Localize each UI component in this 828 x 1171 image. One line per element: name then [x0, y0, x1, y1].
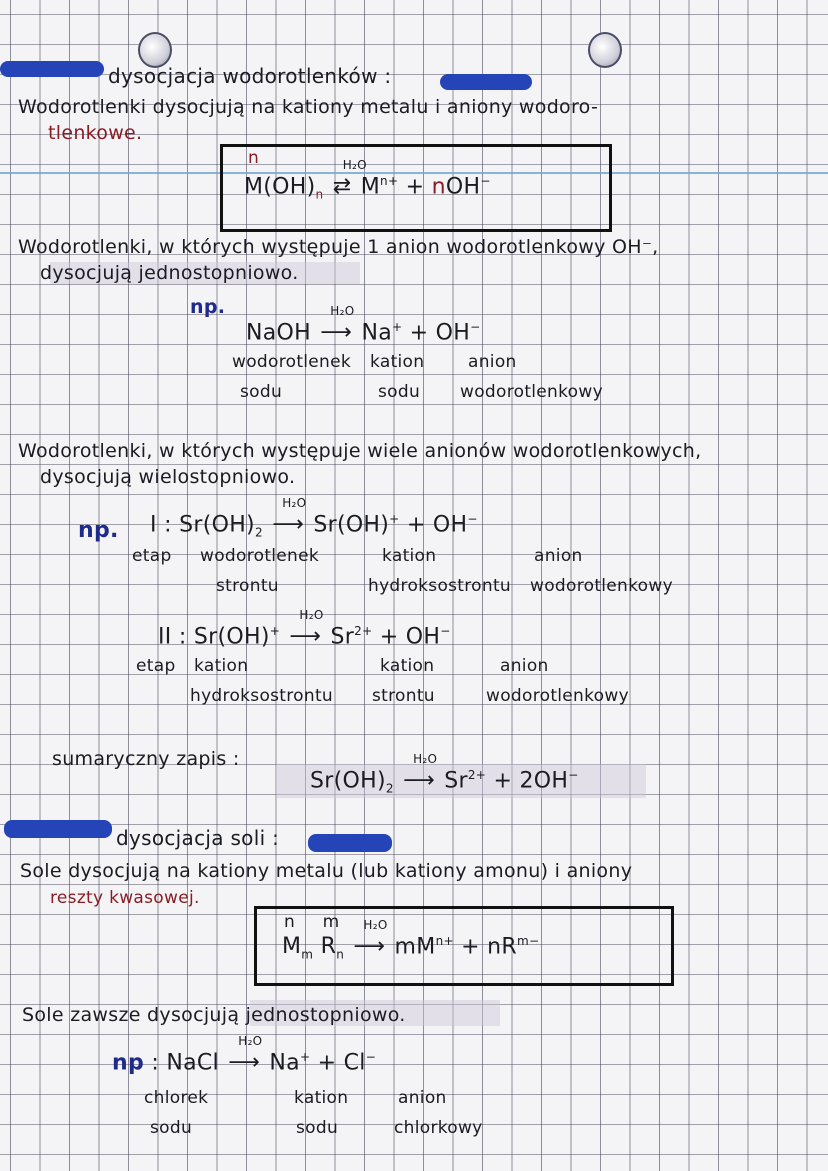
- label-product2: anion: [468, 352, 517, 372]
- rule1-line1: Wodorotlenki, w których występuje 1 anion wodorotlenkowy OH⁻,: [18, 236, 659, 258]
- eq-reactant: M(OH): [244, 174, 316, 200]
- rule2-line1: Wodorotlenki, w których występuje wiele anionów wodorotlenkowych,: [18, 440, 702, 462]
- section2-intro-line1: Sole dysocjują na kationy metalu (lub kationy amonu) i aniony: [20, 860, 633, 882]
- hydroxide-general-equation: n $M(OH)_n$ H₂O ⇄ $M^{n+} + nOH^-$: [244, 148, 491, 202]
- label-product1-2: sodu: [378, 382, 421, 402]
- heading-highlight-left: [0, 61, 104, 77]
- binder-hole-right: [588, 32, 622, 68]
- np-label: np.: [190, 296, 226, 318]
- label-product2-2: wodorotlenkowy: [460, 382, 603, 402]
- naoh-equation: NaOH H₂O ⟶ Na+ + OH−: [246, 304, 481, 346]
- section1-intro-line1: Wodorotlenki dysocjują na kationy metalu i aniony wodoro-: [18, 96, 599, 118]
- section1-intro-line2: tlenkowe.: [48, 122, 143, 144]
- nacl-equation: np : NaCl H₂O ⟶ Na+ + Cl−: [112, 1034, 377, 1076]
- rule2-line2: dysocjują wielostopniowo.: [40, 466, 296, 488]
- arrow-icon: H₂O ⟶: [320, 304, 355, 346]
- eq-reactant-sub: n: [315, 187, 324, 202]
- label-product1: kation: [370, 352, 425, 372]
- summary-equation: $Sr(OH)_2$ H₂O ⟶ $Sr^{2+} + 2OH^-$: [310, 752, 579, 796]
- binder-hole-left: [138, 32, 172, 68]
- equilibrium-arrow: H₂O ⇄: [332, 158, 367, 200]
- label-reactant: wodorotlenek: [232, 352, 352, 372]
- stage-label: etap: [132, 546, 172, 566]
- salt-rule: Sole zawsze dysocjują jednostopniowo.: [22, 1004, 406, 1026]
- heading-highlight-left-2: [4, 820, 112, 838]
- section2-intro-line2: reszty kwasowej.: [50, 888, 200, 908]
- valence-marker: n: [248, 148, 260, 168]
- label-reactant-2: sodu: [240, 382, 283, 402]
- section2-heading: dysocjacja soli :: [116, 826, 280, 850]
- summary-label: sumaryczny zapis :: [52, 748, 240, 770]
- section1-heading: dysocjacja wodorotlenków :: [108, 64, 392, 88]
- heading-highlight-right: [440, 74, 532, 90]
- heading-highlight-right-2: [308, 834, 392, 852]
- np-label-2: np.: [78, 518, 119, 543]
- stage1-equation: I : $Sr(OH)_2$ H₂O ⟶ Sr(OH)+ + OH−: [150, 496, 478, 540]
- rule1-line2: dysocjują jednostopniowo.: [40, 262, 299, 284]
- salt-general-equation: n $M_m$ m $R_n$ H₂O ⟶ $mM^{n+} + nR^{m-}$: [282, 912, 540, 962]
- stage2-equation: II : Sr(OH)+ H₂O ⟶ $Sr^{2+} + OH^-$: [158, 608, 451, 650]
